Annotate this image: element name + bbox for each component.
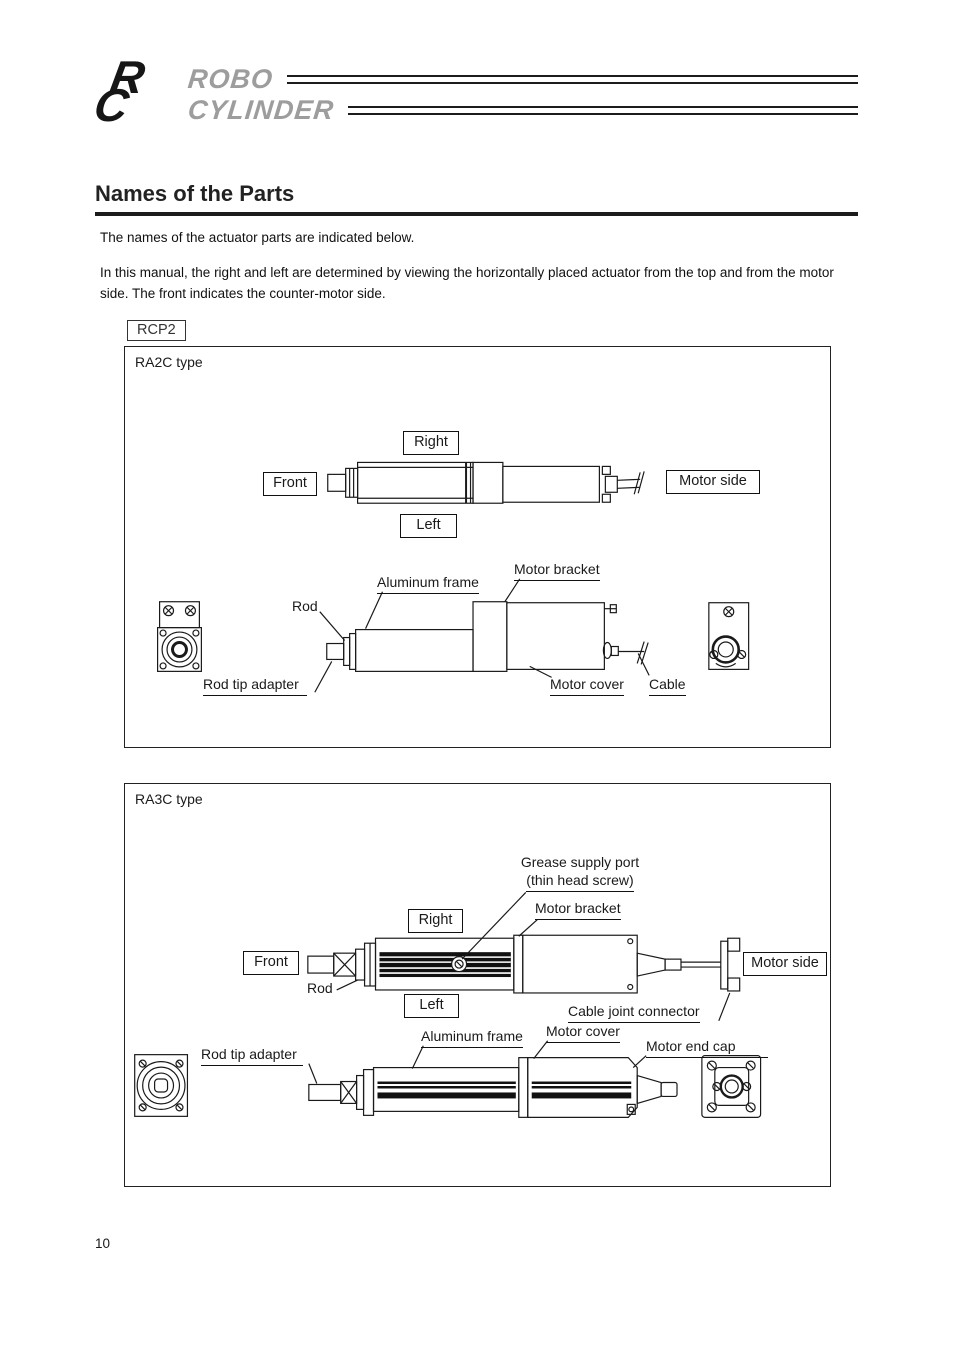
brand-word-cylinder: CYLINDER xyxy=(186,95,336,125)
page-title: Names of the Parts xyxy=(95,181,295,206)
ra2c-diagram-panel xyxy=(124,346,831,748)
intro-paragraph-1: The names of the actuator parts are indicated below. xyxy=(100,230,415,245)
double-rule-bottom xyxy=(348,106,858,115)
label-rod: Rod xyxy=(292,598,318,614)
label-left: Left xyxy=(404,994,459,1018)
ra2c-type-label: RA2C type xyxy=(135,354,203,370)
robo-cylinder-logo xyxy=(90,51,185,132)
logo-letter-c: C xyxy=(90,79,133,131)
label-grease-supply-port xyxy=(510,854,650,892)
label-motor-side: Motor side xyxy=(743,952,827,976)
label-left: Left xyxy=(400,514,457,538)
label-aluminum-frame: Aluminum frame xyxy=(377,574,479,594)
double-rule-top xyxy=(287,75,858,84)
label-right: Right xyxy=(403,431,459,455)
label-cable-joint-connector: Cable joint connector xyxy=(568,1003,700,1023)
label-motor-side: Motor side xyxy=(666,470,760,494)
ra3c-line-drawing xyxy=(125,784,830,1186)
label-motor-bracket: Motor bracket xyxy=(514,561,600,581)
intro-paragraph-2: In this manual, the right and left are determined by viewing the horizontally placed actuator from the top and from the motor side. The front indicates the counter-motor side. xyxy=(100,265,834,301)
label-cable: Cable xyxy=(649,676,686,696)
series-badge-rcp2: RCP2 xyxy=(127,320,186,341)
logo-wordmark xyxy=(188,64,858,126)
page-number: 10 xyxy=(95,1236,111,1251)
brand-word-robo: ROBO xyxy=(186,64,275,94)
label-motor-bracket: Motor bracket xyxy=(535,900,621,920)
label-rod-tip-adapter: Rod tip adapter xyxy=(203,676,307,696)
label-aluminum-frame: Aluminum frame xyxy=(421,1028,523,1048)
label-right: Right xyxy=(408,909,463,933)
label-motor-cover: Motor cover xyxy=(546,1023,620,1043)
label-rod: Rod xyxy=(307,980,333,996)
ra3c-diagram-panel xyxy=(124,783,831,1187)
grease-port-line2: (thin head screw) xyxy=(526,872,633,892)
logo-letter-r: R xyxy=(106,51,149,103)
label-motor-cover: Motor cover xyxy=(550,676,624,696)
label-front: Front xyxy=(243,951,299,975)
grease-port-line1: Grease supply port xyxy=(520,854,640,870)
ra3c-type-label: RA3C type xyxy=(135,791,203,807)
label-motor-end-cap: Motor end cap xyxy=(646,1038,768,1058)
label-rod-tip-adapter: Rod tip adapter xyxy=(201,1046,303,1066)
title-rule xyxy=(95,212,858,216)
label-front: Front xyxy=(263,472,317,496)
